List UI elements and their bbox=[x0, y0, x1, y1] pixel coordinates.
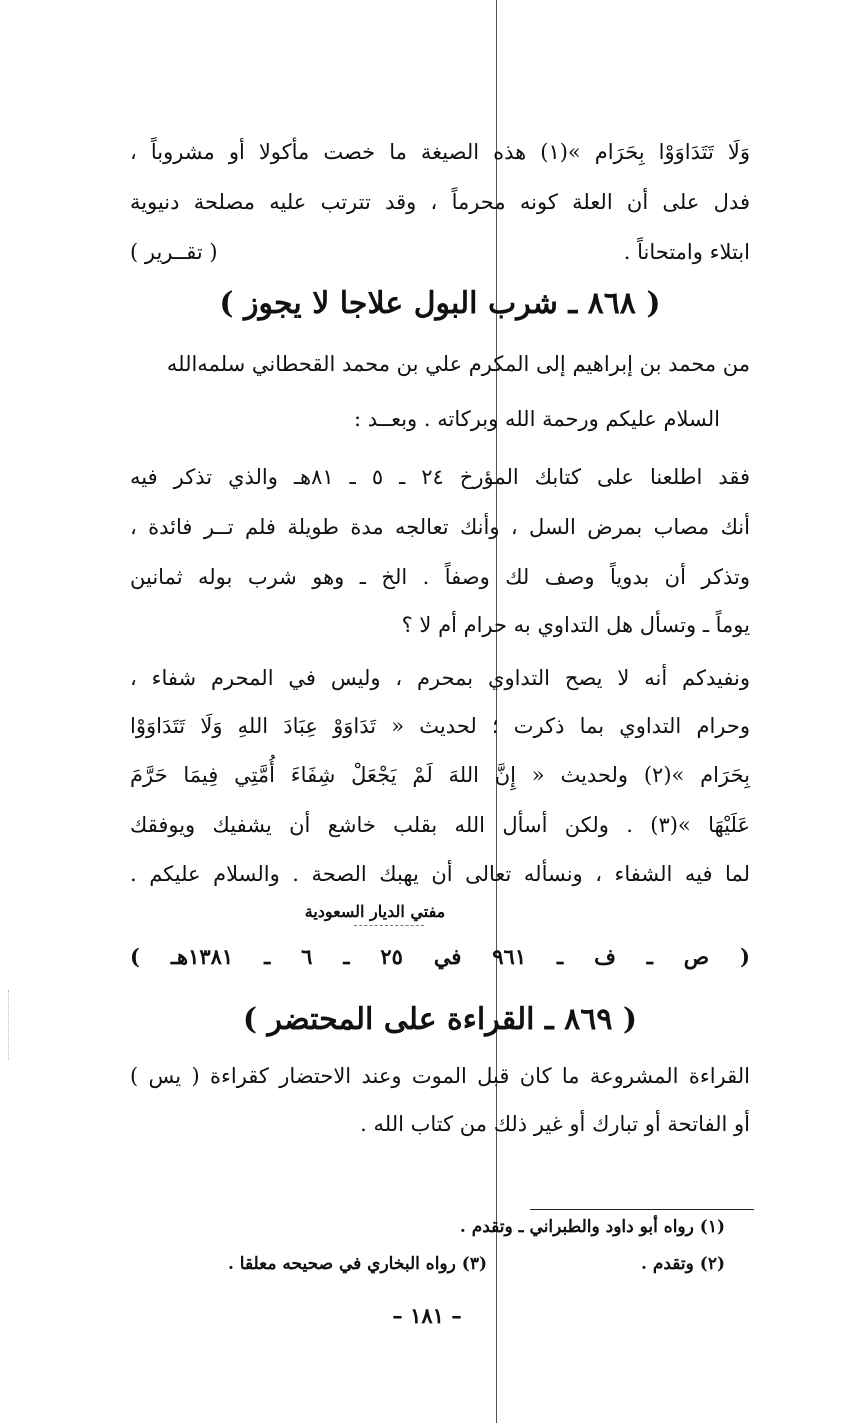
text-line: أنك مصاب بمرض السل ، وأنك تعالجه مدة طويلة فلم تــر فائدة ، bbox=[130, 515, 750, 539]
signature-rule bbox=[354, 925, 424, 926]
text-line: ونفيدكم أنه لا يصح التداوي بمحرم ، وليس في المحرم شفاء ، bbox=[130, 666, 750, 690]
text-line: وَلَا تَتَدَاوَوْا بِحَرَام »(١) هذه الصيغة ما خصت مأكولا أو مشروباً ، bbox=[130, 140, 750, 164]
text-line-with-tag bbox=[130, 236, 750, 268]
source-tag: ( تقــرير ) bbox=[130, 240, 218, 264]
salutation-line: من محمد بن إبراهيم إلى المكرم علي بن محمد القحطاني سلمه‌الله bbox=[166, 352, 750, 376]
footnote-1: (١) رواه أبو داود والطبراني ـ وتقدم . bbox=[459, 1217, 725, 1237]
text-line: يوماً ـ وتسأل هل التداوي به حرام أم لا ؟ bbox=[401, 613, 750, 637]
footnote-3: (٣) رواه البخاري في صحيحه معلقا . bbox=[227, 1254, 487, 1274]
text-line: لما فيه الشفاء ، ونسأله تعالى أن يهبك الصحة . والسلام عليكم . bbox=[130, 862, 750, 886]
reference-line: ( ص ـ ف ـ ٩٦١ في ٢٥ ـ ٦ ـ ١٣٨١هـ ) bbox=[130, 944, 750, 969]
greeting-line: السلام عليكم ورحمة الله وبركاته . وبعــد : bbox=[354, 407, 720, 431]
footnote-rule bbox=[530, 1209, 754, 1210]
scan-artifact bbox=[8, 990, 11, 1060]
text-line: فقد اطلعنا على كتابك المؤرخ ٢٤ ـ ٥ ـ ٨١هـ والذي تذكر فيه bbox=[130, 465, 750, 489]
section-heading-868: ( ٨٦٨ ـ شرب البول علاجا لا يجوز ) bbox=[219, 286, 661, 321]
text-line: فدل على أن العلة كونه محرماً ، وقد تترتب عليه مصلحة دنيوية bbox=[130, 190, 750, 214]
text-line: ابتلاء وامتحاناً . bbox=[623, 240, 750, 264]
text-line: بِحَرَام »(٢) ولحديث « إِنَّ اللهَ لَمْ يَجْعَلْ شِفَاءَ أُمَّتِي فِيمَا حَرَّمَ bbox=[130, 763, 750, 787]
text-line: القراءة المشروعة ما كان قبل الموت وعند الاحتضار كقراءة ( يس ) bbox=[130, 1064, 750, 1088]
text-line: عَلَيْهَا »(٣) . ولكن أسأل الله بقلب خاشع أن يشفيك ويوفقك bbox=[130, 813, 750, 837]
footnote-2: (٢) وتقدم . bbox=[641, 1254, 725, 1274]
section-heading-869: ( ٨٦٩ ـ القراءة على المحتضر ) bbox=[242, 1002, 638, 1037]
text-line: وتذكر أن بدوياً وصف لك وصفاً . الخ ـ وهو شرب بوله ثمانين bbox=[130, 565, 750, 589]
text-line: أو الفاتحة أو تبارك أو غير ذلك من كتاب الله . bbox=[360, 1112, 750, 1136]
signature-title: مفتي الديار السعودية bbox=[304, 902, 446, 921]
text-line: وحرام التداوي بما ذكرت ؛ لحديث « تَدَاوَوْ عِبَادَ اللهِ وَلَا تَتَدَاوَوْا bbox=[130, 714, 750, 738]
page-number: – ١٨١ – bbox=[392, 1303, 462, 1328]
